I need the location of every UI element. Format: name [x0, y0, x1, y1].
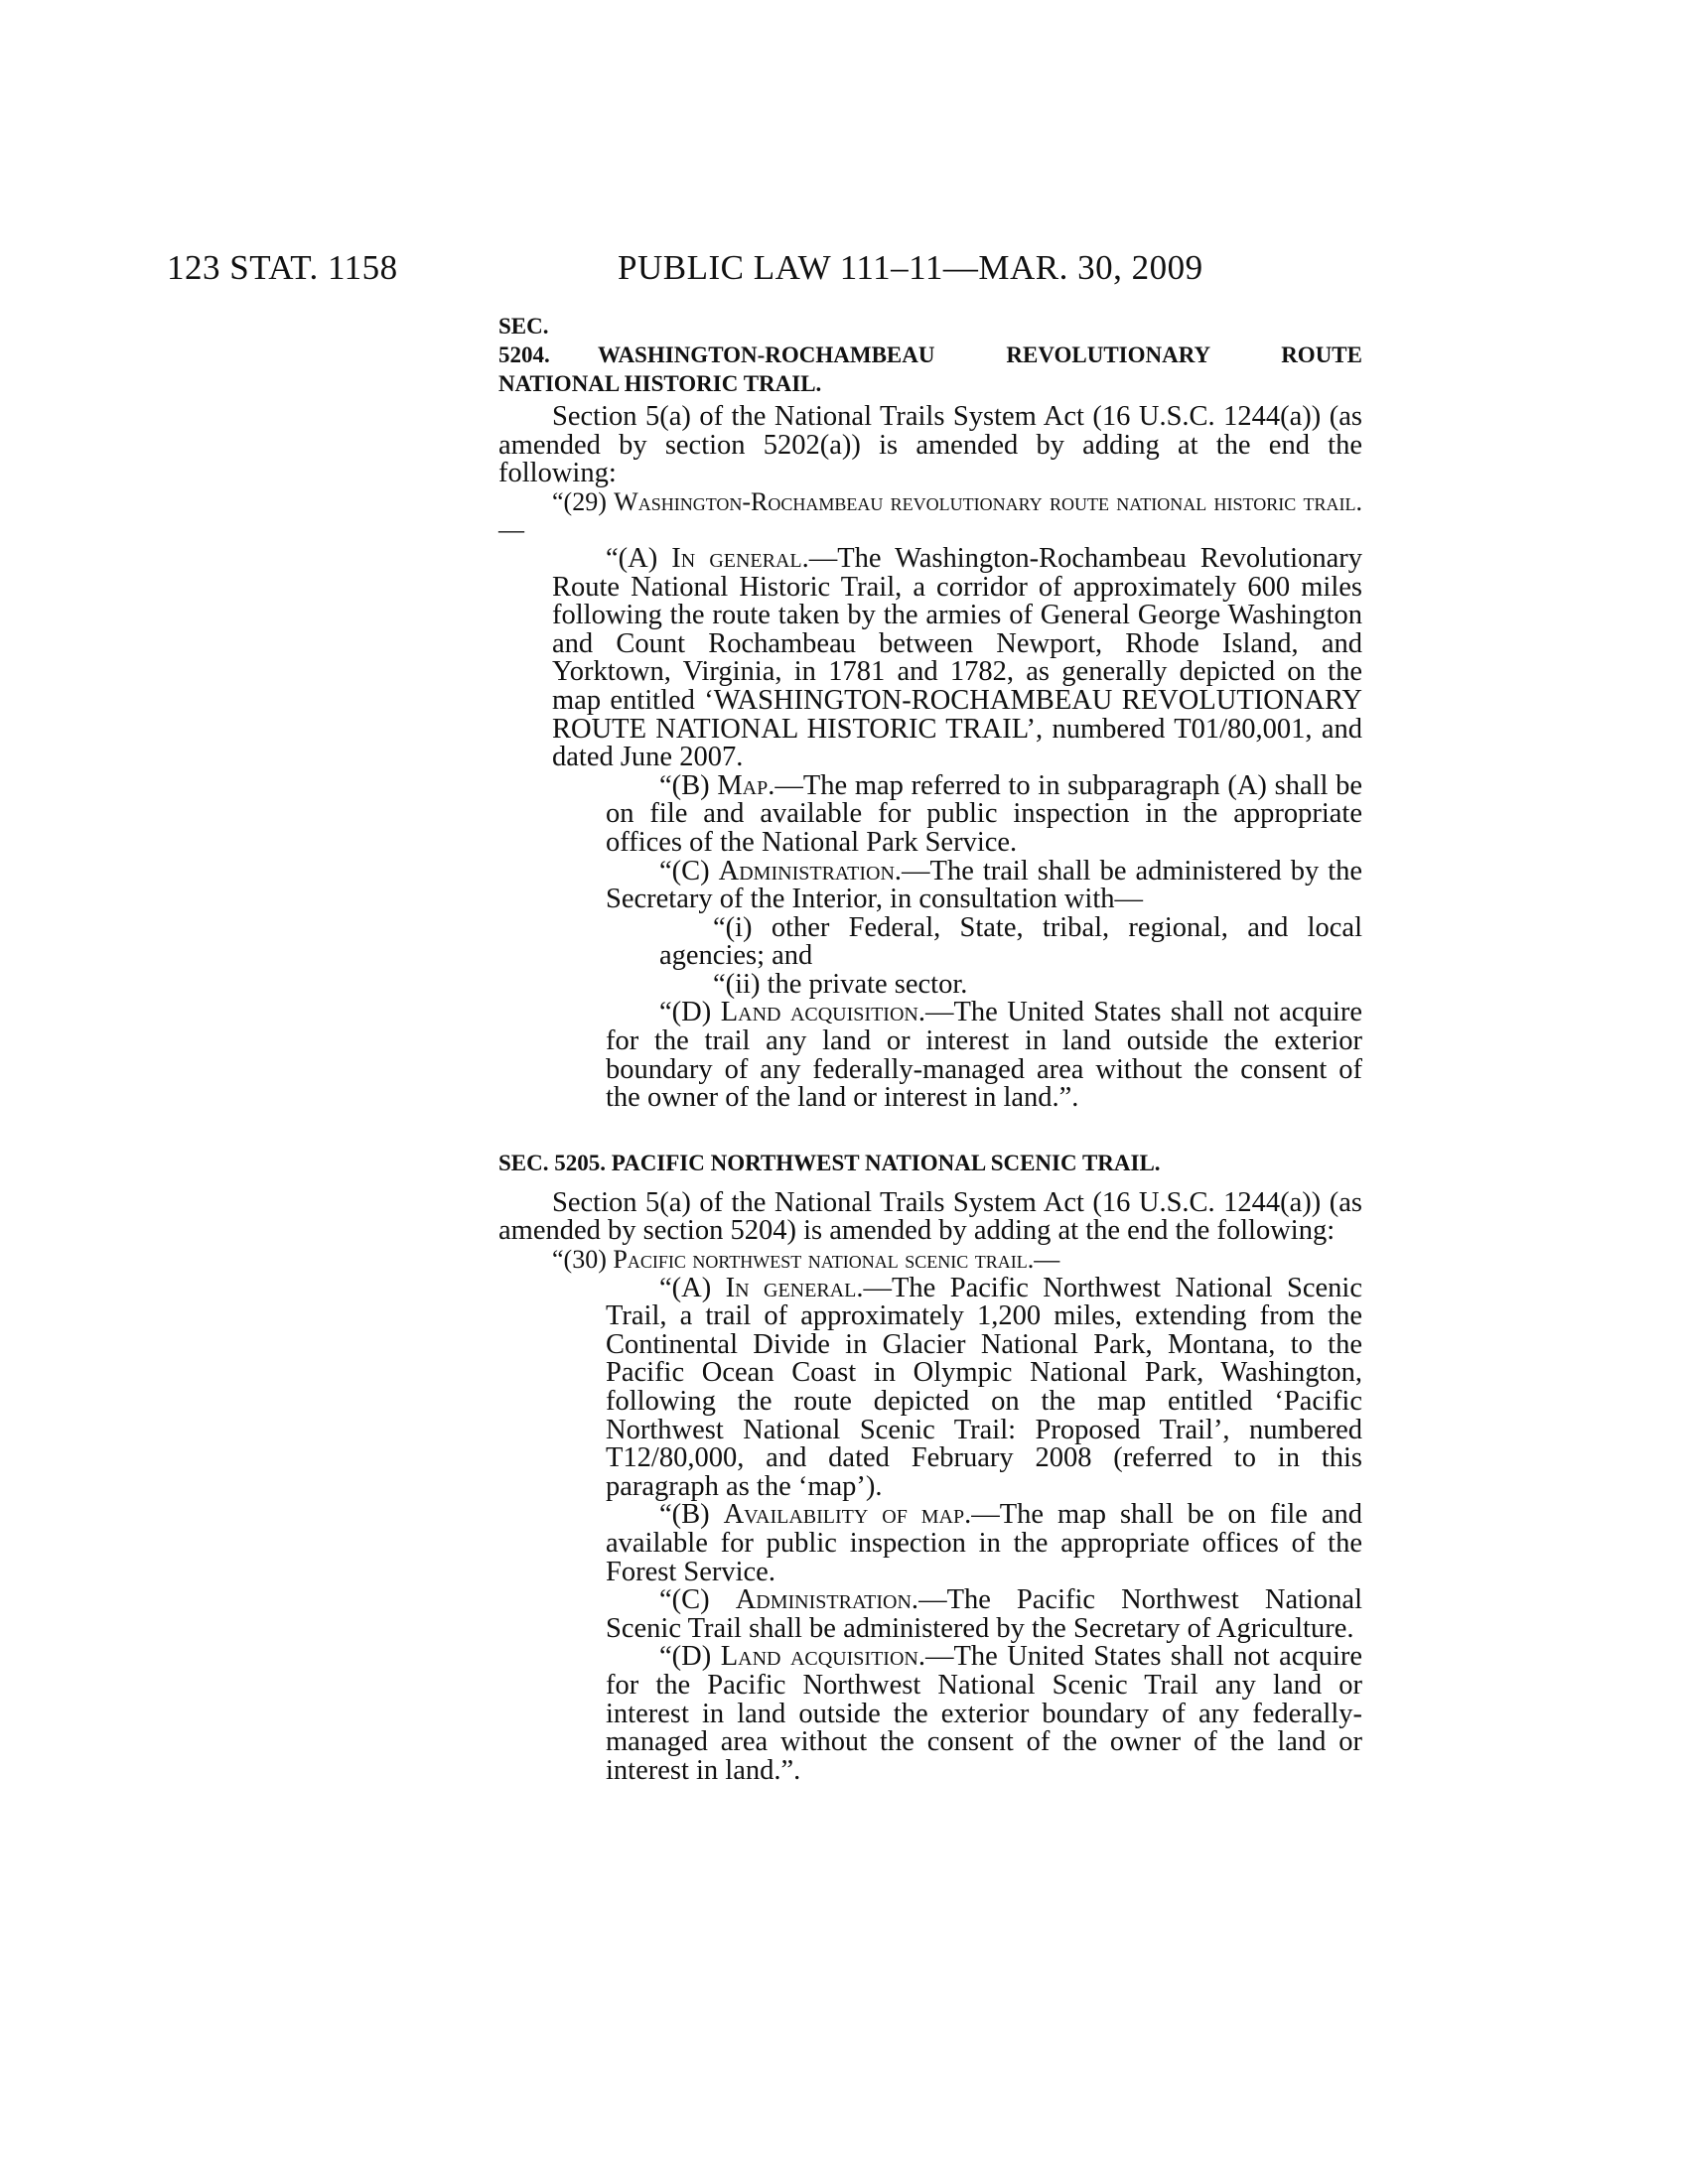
subparagraph-29a-text: —The Washington-Rochambeau Revolutionary Route National Historic Trail, a corridor of approximately 600 miles following the route taken by the armies of General George Washington and Count Rochambeau between Newport, Rhode Island, and Yorktown, Virginia, in 1781 and 1782, as generally depicted on the map entitled ‘WASHINGTON-ROCHAMBEAU REVOLUTIONARY ROUTE NATIONAL HISTORIC TRAIL’, numbered T01/80,001, and dated June 2007. — [552, 542, 1362, 773]
section-5204-heading — [498, 312, 1362, 398]
paragraph-29-title: Washington-Rochambeau revolutionary route national historic trail.— — [498, 486, 1362, 545]
subparagraph-29a — [552, 542, 1362, 773]
subparagraph-29b — [606, 769, 1363, 858]
subparagraph-29c-title: Administration. — [718, 855, 903, 887]
subparagraph-29b-title: Map. — [717, 769, 775, 801]
section-5205-heading: SEC. 5205. PACIFIC NORTHWEST NATIONAL SCENIC TRAIL. — [498, 1150, 1161, 1175]
subparagraph-30a-text: —The Pacific Northwest National Scenic Trail, a trail of approximately 1,200 miles, extending from the Continental Divide in Glacier National Park, Montana, to the Pacific Ocean Coast in Olympic National Park, Washington, following the route depicted on the map entitled ‘Pacific Northwest National Scenic Trail: Proposed Trail’, numbered T12/80,000, and dated February 2008 (referred to in this paragraph as the ‘map’). — [606, 1272, 1362, 1502]
section-5204-title-line2: NATIONAL HISTORIC TRAIL. — [498, 371, 822, 396]
subparagraph-29d-text: —The United States shall not acquire for the trail any land or interest in land outside the exterior boundary of any federally-managed area without the consent of the owner of the land or interest in land.”. — [606, 997, 1363, 1114]
subparagraph-30b-text: —The map shall be on file and available for public inspection in the appropriate offices of the Forest Service. — [606, 1499, 1363, 1587]
paragraph-30-heading — [552, 1246, 1362, 1275]
section-5204-title-line1: WASHINGTON-ROCHAMBEAU REVOLUTIONARY ROUTE — [598, 342, 1362, 367]
subparagraph-30d — [606, 1643, 1362, 1785]
subparagraph-30c-title: Administration. — [735, 1584, 919, 1616]
subparagraph-30a — [606, 1272, 1362, 1502]
section-5205-intro: Section 5(a) of the National Trails System Act (16 U.S.C. 1244(a)) (as amended by section 5204) is amended by adding at the end the following: — [498, 1186, 1362, 1247]
subparagraph-30a-title: In general. — [725, 1272, 864, 1303]
subparagraph-30c-number: “(C) — [659, 1584, 736, 1616]
subparagraph-30b-number: “(B) — [659, 1499, 724, 1531]
subparagraph-29d-title: Land acquisition. — [720, 997, 925, 1028]
subparagraph-29c-number: “(C) — [659, 855, 719, 887]
subparagraph-29b-number: “(B) — [659, 769, 718, 801]
subparagraph-30d-text: —The United States shall not acquire for the Pacific Northwest National Scenic Trail any land or interest in land outside the exterior boundary of any federally-managed area without the consent of the owner of the land or interest in land.”. — [606, 1641, 1363, 1786]
section-5204-intro: Section 5(a) of the National Trails System Act (16 U.S.C. 1244(a)) (as amended by section 5202(a)) is amended by adding at the end the following: — [498, 401, 1362, 489]
subparagraph-29d-number: “(D) — [659, 997, 721, 1028]
statute-page-reference: 123 STAT. 1158 — [167, 248, 398, 287]
paragraph-30-number: “(30) — [552, 1245, 614, 1275]
clause-29c-i: “(i) other Federal, State, tribal, regional, and local agencies; and — [659, 911, 1362, 972]
subparagraph-29a-title: In general. — [671, 542, 809, 574]
text-column — [498, 312, 1362, 1785]
subparagraph-30c-text: —The Pacific Northwest National Scenic Trail shall be administered by the Secretary of Agriculture. — [606, 1584, 1362, 1644]
subparagraph-29c — [606, 855, 1363, 915]
subparagraph-30d-title: Land acquisition. — [720, 1641, 925, 1673]
subparagraph-30c — [606, 1586, 1362, 1643]
subparagraph-29c-text: —The trail shall be administered by the Secretary of the Interior, in consultation with— — [606, 855, 1363, 915]
subparagraph-30b — [606, 1501, 1362, 1586]
clause-29c-ii: “(ii) the private sector. — [713, 968, 968, 1000]
subparagraph-30a-number: “(A) — [659, 1272, 726, 1303]
subparagraph-29a-number: “(A) — [606, 542, 672, 574]
paragraph-29-heading — [498, 488, 1362, 545]
subparagraph-30d-number: “(D) — [659, 1641, 721, 1673]
section-5204-label: SEC. 5204. — [498, 314, 550, 367]
paragraph-30-title: Pacific northwest national scenic trail.— — [613, 1245, 1060, 1275]
subparagraph-29b-text: —The map referred to in subparagraph (A) shall be on file and available for public inspection in the appropriate offices of the National Park Service. — [606, 769, 1363, 858]
subparagraph-30b-title: Availability of map. — [723, 1499, 972, 1531]
public-law-header: PUBLIC LAW 111–11—MAR. 30, 2009 — [618, 248, 1203, 287]
paragraph-29-number: “(29) — [552, 486, 615, 516]
subparagraph-29d — [606, 999, 1362, 1112]
